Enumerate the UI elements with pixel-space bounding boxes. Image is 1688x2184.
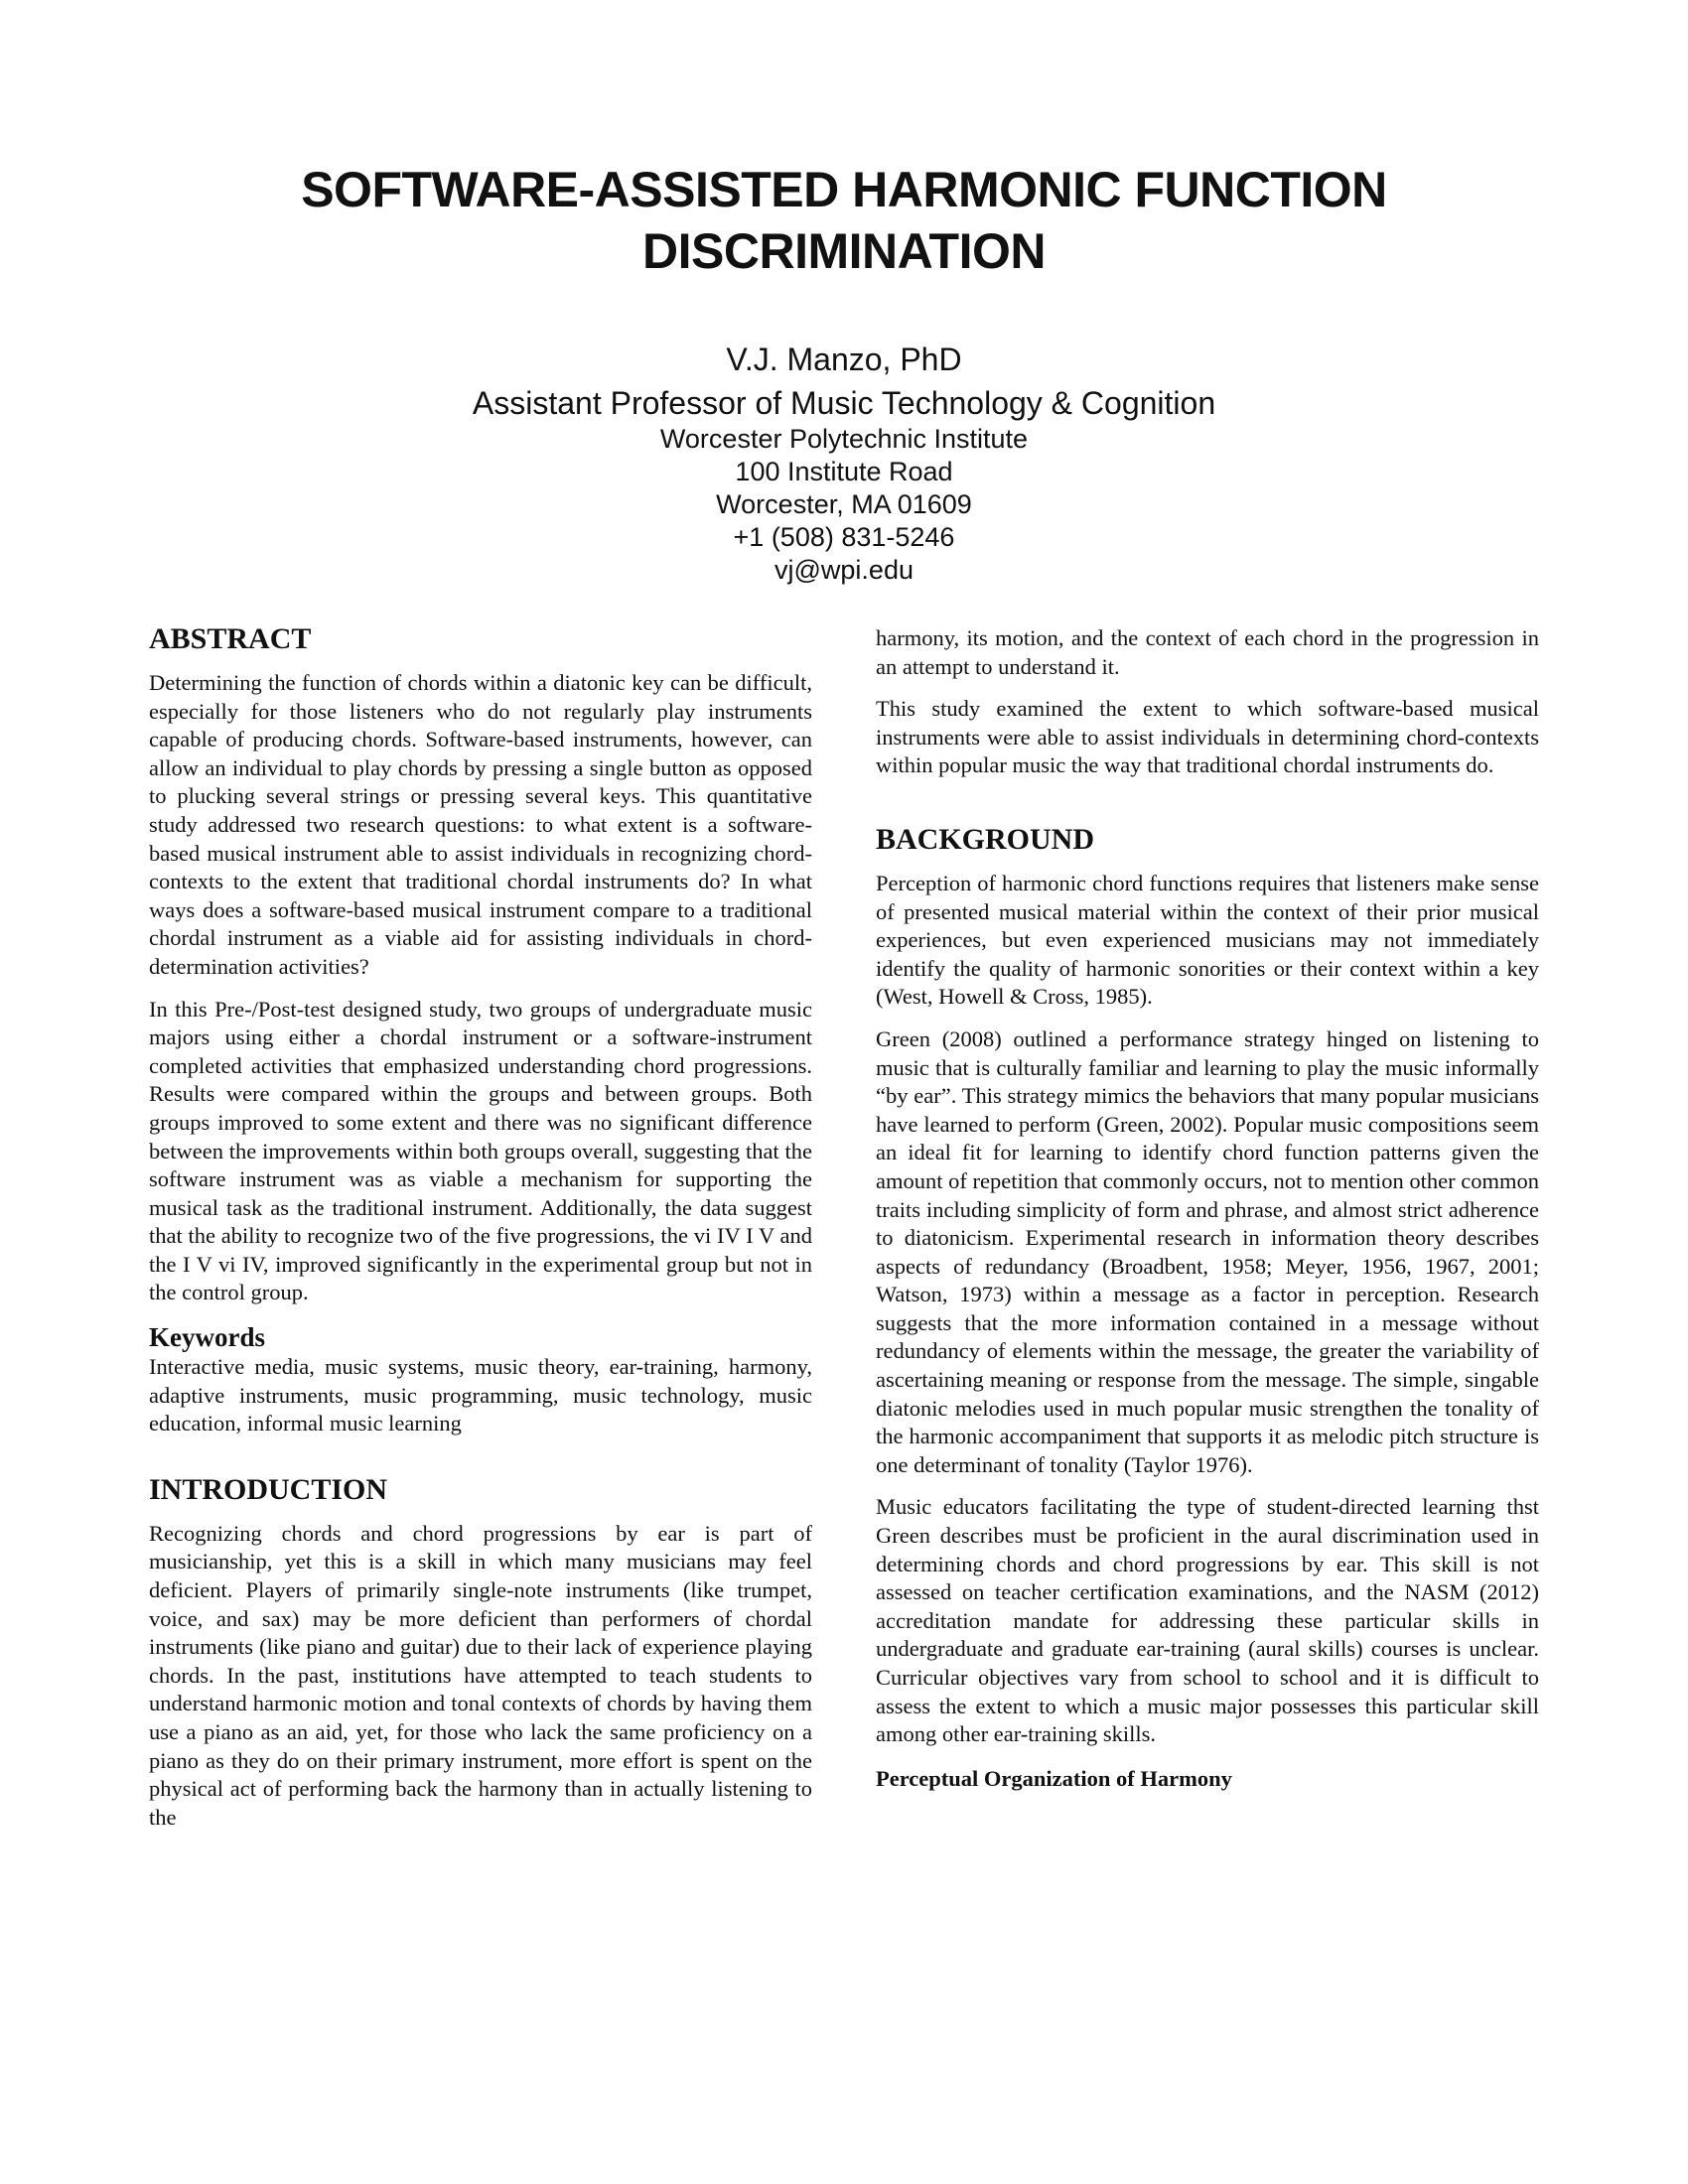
introduction-paragraph-1: Recognizing chords and chord progressions by ear is part of musicianship, yet this is a skill in which many musicians may feel deficient. Players of primarily single-note instruments (like trumpet, voice, and sax) may be more deficient than performers of chordal instruments (like piano and guitar) due to their lack of experience playing chords. In the past, institutions have attempted to teach students to understand harmonic motion and tonal contexts of chords by having them use a piano as an aid, yet, for those who lack the same proficiency on a piano as they do on their primary instrument, more effort is spent on the physical act of performing back the harmony than in actually listening to the (149, 1520, 812, 1830)
author-city: Worcester, MA 01609 (716, 489, 972, 519)
paper-title: SOFTWARE-ASSISTED HARMONIC FUNCTION DISCRIMINATION (301, 162, 1387, 279)
abstract-paragraph-2: In this Pre-/Post-test designed study, two groups of undergraduate music majors using either a chordal instrument or a software-instrument completed activities that emphasized understanding chord progressions. Results were compared within the groups and between groups. Both groups improved to some extent and there was no significant difference between the improvements within both groups overall, suggesting that the software instrument was as viable a mechanism for supporting the musical task as the traditional instrument. Additionally, the data suggest that the ability to recognize two of the five progressions, the vi IV I V and the I V vi IV, improved significantly in the experimental group but not in the control group. (149, 996, 812, 1305)
perceptual-organization-subheading: Perceptual Organization of Harmony (876, 1765, 1232, 1791)
author-email: vj@wpi.edu (774, 555, 914, 585)
background-heading: BACKGROUND (876, 822, 1095, 856)
author-phone: +1 (508) 831-5246 (733, 522, 955, 552)
author-block (149, 340, 1539, 587)
right-column (876, 624, 1539, 1793)
author-institution: Worcester Polytechnic Institute (659, 424, 1029, 454)
background-paragraph-2: Green (2008) outlined a performance strategy hinged on listening to music that is culturally familiar and learning to play the music informally “by ear”. This strategy mimics the behaviors that many popular musicians have learned to perform (Green, 2002). Popular music compositions seem an ideal fit for learning to identify chord function patterns given the amount of repetition that commonly occurs, not to mention other common traits including simplicity of form and phrase, and almost strict adherence to diatonicism. Experimental research in information theory describes aspects of redundancy (Broadbent, 1958; Meyer, 1956, 1967, 2001; Watson, 1973) within a message as a factor in perception. Research suggests that the more information contained in a message without redundancy of elements within the message, the greater the variability of ascertaining meaning or response from the message. The simple, singable diatonic melodies used in much popular music strengthen the tonality of the harmonic accompaniment that supports it as melodic pitch structure is one determinant of tonality (Taylor 1976). (876, 1025, 1539, 1477)
introduction-paragraph-2: This study examined the extent to which software-based musical instruments were able to assist individuals in determining chord-contexts within popular music the way that traditional chordal instruments do. (876, 696, 1539, 778)
abstract-paragraph-1: Determining the function of chords within a diatonic key can be difficult, especially for those listeners who do not regularly play instruments capable of producing chords. Software-based instruments, however, can allow an individual to play chords by pressing a single button as opposed to plucking several strings or pressing several keys. This quantitative study addressed two research questions: to what extent is a software-based musical instrument able to assist individuals in recognizing chord-contexts to the extent that traditional chordal instruments do? In what ways does a software-based musical instrument compare to a traditional chordal instrument as a viable aid for assisting individuals in chord-determination activities? (149, 670, 812, 979)
background-paragraph-3: Music educators facilitating the type of student-directed learning thst Green describes must be proficient in the aural discrimination used in determining chords and chord progressions by ear. This skill is not assessed on teacher certification examinations, and the NASM (2012) accreditation mandate for addressing these particular skills in undergraduate and graduate ear-training (aural skills) courses is unclear. Curricular objectives vary from school to school and it is difficult to assess the extent to which a music major possesses this particular skill among other ear-training skills. (876, 1494, 1539, 1747)
introduction-paragraph-1-continued: harmony, its motion, and the context of each chord in the progression in an attempt to understand it. (876, 625, 1539, 679)
keywords-heading: Keywords (149, 1322, 265, 1353)
keywords-text: Interactive media, music systems, music theory, ear-training, harmony, adaptive instruments, music programming, music technology, music education, informal music learning (149, 1354, 812, 1436)
introduction-heading: INTRODUCTION (149, 1472, 388, 1506)
author-position: Assistant Professor of Music Technology & Cognition (472, 385, 1216, 421)
left-column (149, 621, 812, 1832)
background-paragraph-1: Perception of harmonic chord functions requires that listeners make sense of presented musical material within the context of their prior musical experiences, but even experienced musicians may not immediately identify the quality of harmonic sonorities or their context within a key (West, Howell & Cross, 1985). (876, 870, 1539, 1010)
author-street: 100 Institute Road (735, 457, 953, 486)
author-name: V.J. Manzo, PhD (726, 341, 962, 377)
abstract-heading: ABSTRACT (149, 622, 312, 655)
